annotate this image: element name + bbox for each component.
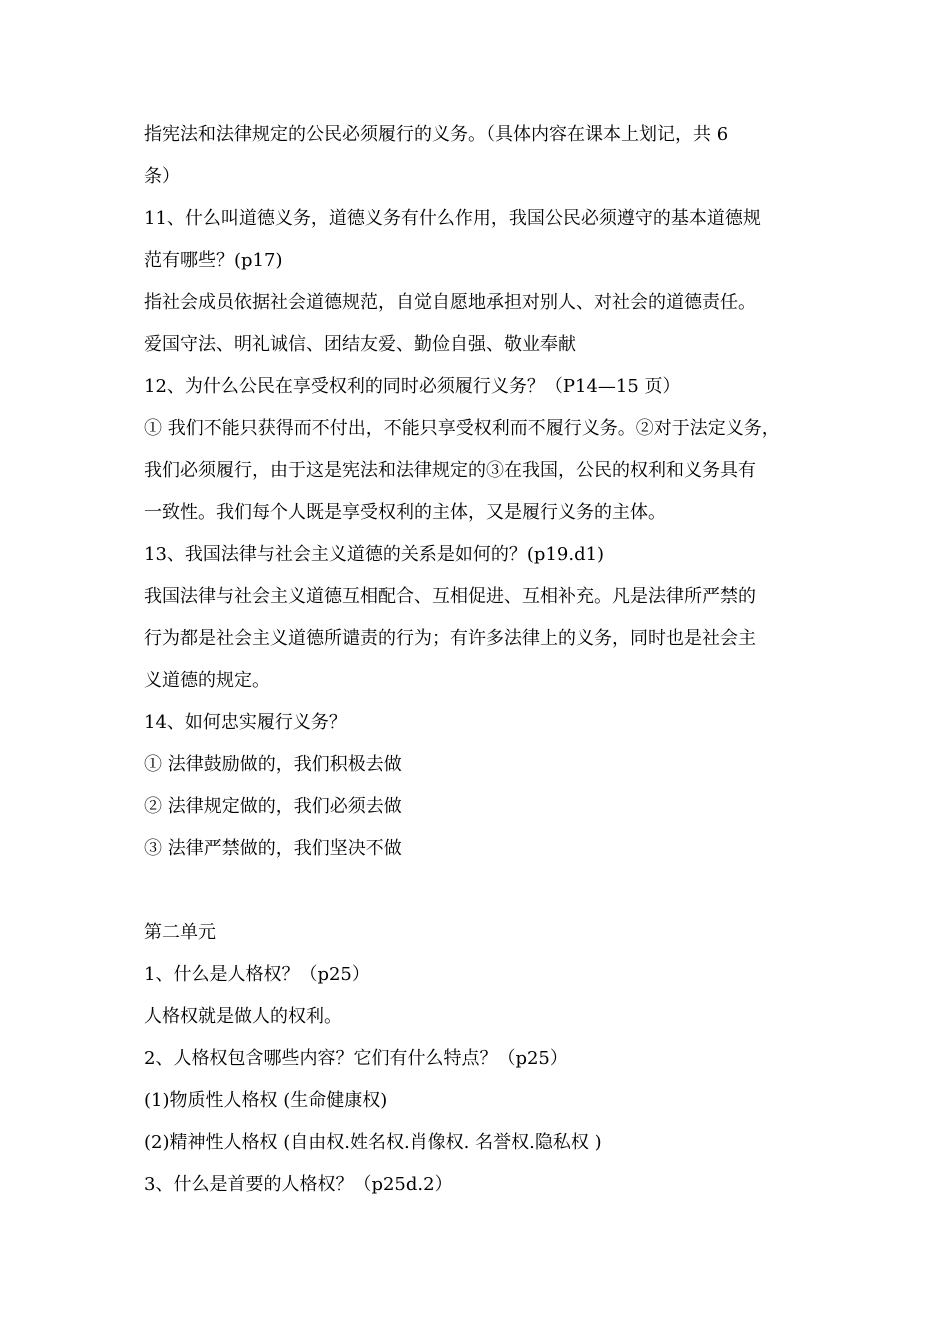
answer-line: 爱国守法、明礼诚信、团结友爱、勤俭自强、敬业奉献 xyxy=(144,334,576,355)
question-line: 13、我国法律与社会主义道德的关系是如何的？(p19.d1) xyxy=(144,544,605,565)
question-line: 14、如何忠实履行义务？ xyxy=(144,712,347,733)
question-line: 2、人格权包含哪些内容？它们有什么特点？（p25） xyxy=(144,1048,568,1069)
question-line: 11、什么叫道德义务，道德义务有什么作用，我国公民必须遵守的基本道德规 xyxy=(144,208,761,229)
unit-heading: 第二单元 xyxy=(144,922,216,943)
answer-line: ③ 法律严禁做的，我们坚决不做 xyxy=(144,838,402,859)
blank-line xyxy=(144,870,824,912)
answer-line: 行为都是社会主义道德所谴责的行为；有许多法律上的义务，同时也是社会主 xyxy=(144,628,756,649)
answer-line: ② 法律规定做的，我们必须去做 xyxy=(144,796,402,817)
answer-line: 一致性。我们每个人既是享受权利的主体，又是履行义务的主体。 xyxy=(144,502,666,523)
answer-line: 我们必须履行，由于这是宪法和法律规定的③在我国，公民的权利和义务具有 xyxy=(144,460,756,481)
answer-line: ① 法律鼓励做的，我们积极去做 xyxy=(144,754,402,775)
answer-line: 义道德的规定。 xyxy=(144,670,270,691)
document-body xyxy=(144,114,824,1206)
answer-line: (1)物质性人格权 (生命健康权) xyxy=(144,1090,388,1111)
text-line: 条） xyxy=(144,166,180,187)
answer-line: (2)精神性人格权 (自由权.姓名权.肖像权. 名誉权.隐私权 ) xyxy=(144,1132,602,1153)
answer-line: 人格权就是做人的权利。 xyxy=(144,1006,342,1027)
answer-line: ① 我们不能只获得而不付出，不能只享受权利而不履行义务。②对于法定义务， xyxy=(144,418,780,439)
text-line: 指宪法和法律规定的公民必须履行的义务。（具体内容在课本上划记，共 6 xyxy=(144,124,729,145)
question-line: 12、为什么公民在享受权利的同时必须履行义务？（P14—15 页） xyxy=(144,376,681,397)
question-line: 范有哪些？(p17) xyxy=(144,250,283,271)
answer-line: 我国法律与社会主义道德互相配合、互相促进、互相补充。凡是法律所严禁的 xyxy=(144,586,756,607)
question-line: 3、什么是首要的人格权？（p25d.2） xyxy=(144,1174,453,1195)
answer-line: 指社会成员依据社会道德规范，自觉自愿地承担对别人、对社会的道德责任。 xyxy=(144,292,756,313)
question-line: 1、什么是人格权？（p25） xyxy=(144,964,370,985)
